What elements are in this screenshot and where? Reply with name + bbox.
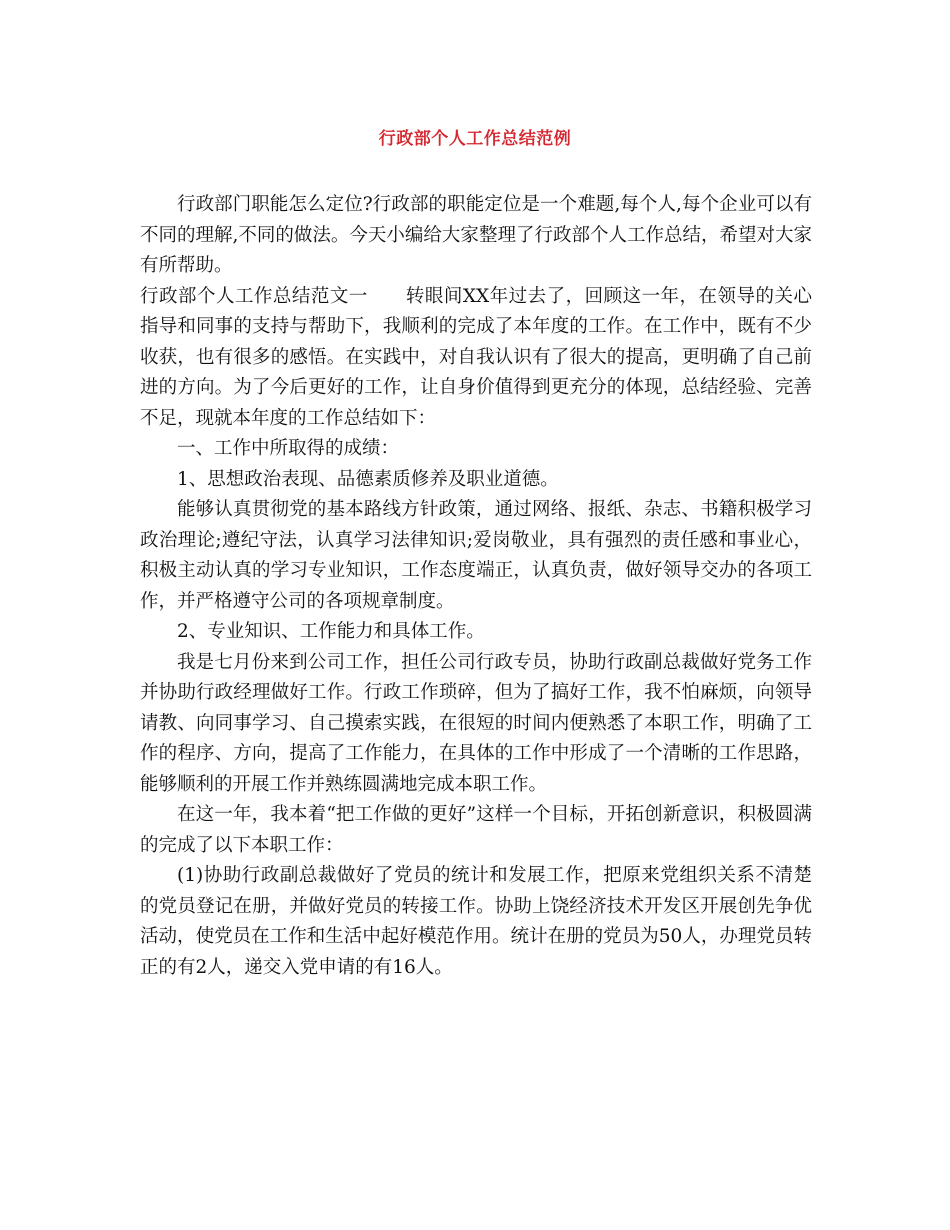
heading-achievements: 一、工作中所取得的成绩：	[177, 438, 400, 459]
intro-paragraph: 行政部门职能怎么定位?行政部的职能定位是一个难题,每个人,每个企业可以有不同的理解,不同的做法。今天小编给大家整理了行政部个人工作总结，希望对大家有所帮助。	[140, 194, 812, 276]
subheading-ability: 2、专业知识、工作能力和具体工作。	[177, 621, 485, 642]
subheading-ethics: 1、思想政治表现、品德素质修养及职业道德。	[177, 468, 559, 490]
goal-paragraph: 在这一年，我本着“把工作做的更好”这样一个目标，开拓创新意识，积极圆满的完成了以下本职工作：	[140, 804, 812, 856]
ability-paragraph: 我是七月份来到公司工作，担任公司行政专员，协助行政副总裁做好党务工作并协助行政经理做好工作。行政工作琐碎，但为了搞好工作，我不怕麻烦，向领导请教、向同事学习、自己摸索实践，在很短的时间内便熟悉了本职工作，明确了工作的程序、方向，提高了工作能力，在具体的工作中形成了一个清晰的工作思路，能够顺利的开展工作并熟练圆满地完成本职工作。	[140, 651, 812, 795]
section-paragraph: 行政部个人工作总结范文一 转眼间XX年过去了，回顾这一年，在领导的关心指导和同事的支持与帮助下，我顺利的完成了本年度的工作。在工作中，既有不少收获，也有很多的感悟。在实践中，对自我认识有了很大的提高，更明确了自己前进的方向。为了今后更好的工作，让自身价值得到更充分的体现，总结经验、完善不足，现就本年度的工作总结如下：	[140, 285, 812, 429]
item-1-paragraph: (1)协助行政副总裁做好了党员的统计和发展工作，把原来党组织关系不清楚的党员登记在册，并做好党员的转接工作。协助上饶经济技术开发区开展创先争优活动，使党员在工作和生活中起好模范作用。统计在册的党员为50人，办理党员转正的有2人，递交入党申请的有16人。	[140, 865, 812, 978]
document-body	[140, 190, 812, 983]
ethics-paragraph: 能够认真贯彻党的基本路线方针政策，通过网络、报纸、杂志、书籍积极学习政治理论;遵纪守法，认真学习法律知识;爱岗敬业，具有强烈的责任感和事业心，积极主动认真的学习专业知识，工作态度端正，认真负责，做好领导交办的各项工作，并严格遵守公司的各项规章制度。	[140, 499, 812, 612]
document-title: 行政部个人工作总结范例	[378, 129, 572, 149]
